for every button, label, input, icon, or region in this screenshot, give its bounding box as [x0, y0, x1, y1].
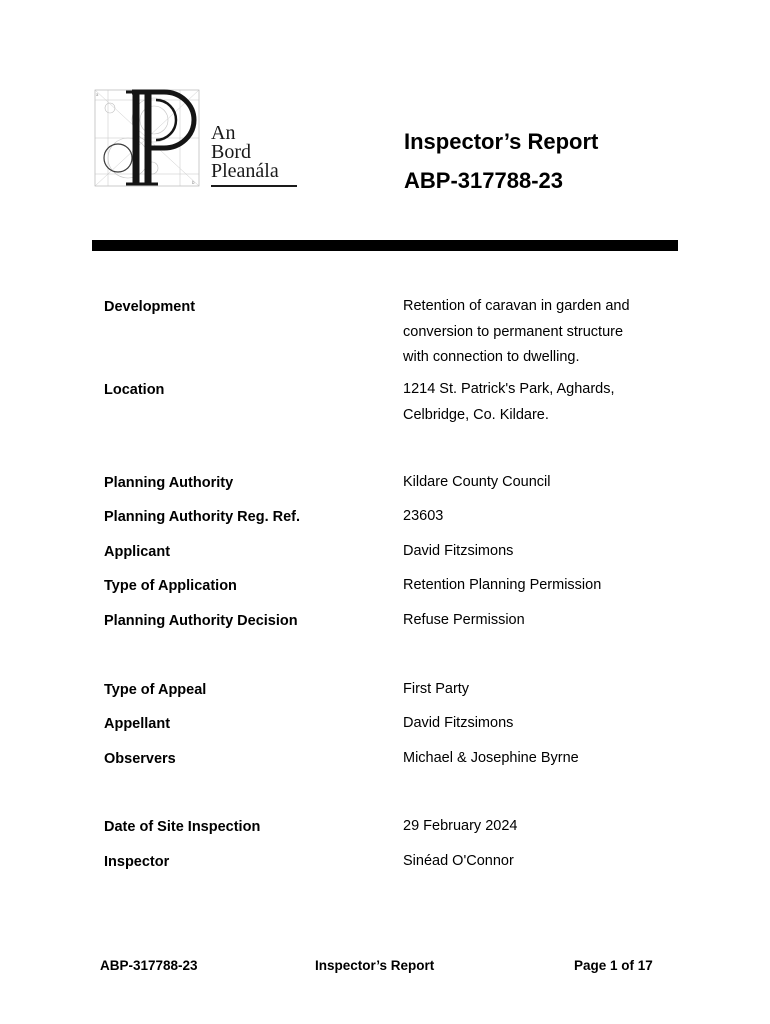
reg-ref-label: Planning Authority Reg. Ref.: [104, 509, 301, 525]
type-of-appeal-value: First Party: [403, 681, 470, 697]
site-inspection-label: Date of Site Inspection: [104, 819, 261, 835]
development-value: [403, 294, 630, 371]
development-label: Development: [104, 299, 196, 315]
svg-text:b: b: [192, 180, 195, 185]
decision-label: Planning Authority Decision: [104, 613, 298, 629]
an-bord-pleanala-logo: [92, 86, 300, 192]
applicant-label: Applicant: [104, 544, 171, 560]
header-divider: [92, 240, 678, 251]
type-of-appeal-label: Type of Appeal: [104, 682, 207, 698]
logo-wordmark: [211, 124, 279, 181]
decision-value: Refuse Permission: [403, 612, 525, 628]
development-value-line: with connection to dwelling.: [403, 349, 580, 365]
observers-label: Observers: [104, 751, 176, 767]
location-value-line: Celbridge, Co. Kildare.: [403, 406, 549, 423]
report-title: Inspector’s Report: [404, 129, 599, 154]
site-inspection-value: 29 February 2024: [403, 818, 518, 834]
development-value-line: conversion to permanent structure: [403, 323, 624, 340]
appellant-label: Appellant: [104, 716, 171, 732]
svg-text:a: a: [96, 92, 99, 97]
logo-p-monogram-icon: [92, 86, 204, 192]
development-value-line: Retention of caravan in garden and: [403, 298, 630, 314]
logo-line-an: An: [211, 122, 236, 144]
appellant-value: David Fitzsimons: [403, 715, 514, 731]
logo-line-bord: Bord: [211, 141, 251, 163]
location-label: Location: [104, 382, 165, 398]
type-of-application-label: Type of Application: [104, 578, 237, 594]
logo-underline: [211, 185, 297, 187]
observers-value: Michael & Josephine Byrne: [403, 750, 579, 766]
location-value: [403, 377, 615, 428]
inspector-label: Inspector: [104, 854, 170, 870]
footer-page-number: Page 1 of 17: [574, 958, 653, 973]
type-of-application-value: Retention Planning Permission: [403, 577, 602, 593]
reg-ref-value: 23603: [403, 508, 444, 524]
planning-authority-value: Kildare County Council: [403, 474, 551, 490]
footer-title: Inspector’s Report: [315, 958, 435, 973]
logo-line-pleanala: Pleanála: [211, 160, 279, 182]
footer-reference: ABP-317788-23: [100, 958, 198, 973]
planning-authority-label: Planning Authority: [104, 475, 234, 491]
report-reference: ABP-317788-23: [404, 168, 563, 193]
inspector-value: Sinéad O'Connor: [403, 853, 514, 869]
applicant-value: David Fitzsimons: [403, 543, 514, 559]
location-value-line: 1214 St. Patrick's Park, Aghards,: [403, 381, 615, 397]
